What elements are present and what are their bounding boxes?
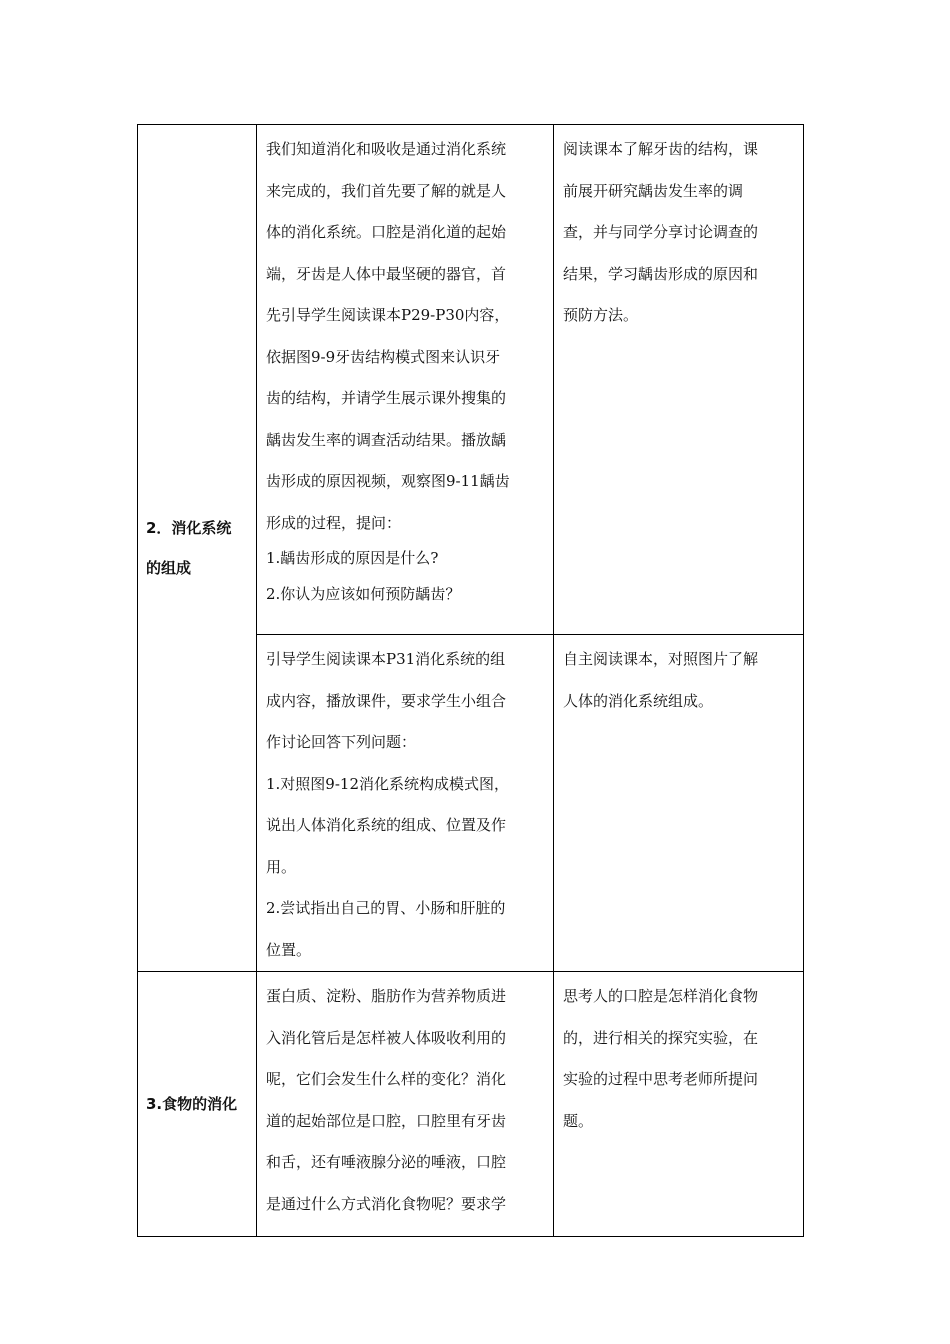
table-row bbox=[138, 972, 804, 1237]
text-line: 查，并与同学分享讨论调查的 bbox=[563, 223, 759, 241]
text-line: 用。 bbox=[266, 857, 297, 876]
teacher-activity-cell bbox=[257, 635, 554, 972]
stage-cell bbox=[138, 125, 257, 972]
text-line: 道的起始部位是口腔，口腔里有牙齿 bbox=[266, 1111, 507, 1130]
text-line: 的，进行相关的探究实验，在 bbox=[563, 1028, 759, 1047]
text-line: 实验的过程中思考老师所提问 bbox=[563, 1070, 759, 1088]
table-row bbox=[138, 125, 804, 635]
text-line: 成内容，播放课件，要求学生小组合 bbox=[266, 691, 507, 710]
text-line: 来完成的，我们首先要了解的就是人 bbox=[266, 181, 507, 200]
text-line: 自主阅读课本，对照图片了解 bbox=[563, 650, 759, 668]
question-line: 2.你认为应该如何预防龋齿？ bbox=[266, 585, 461, 603]
stage-cell bbox=[138, 972, 257, 1237]
text-line: 蛋白质、淀粉、脂肪作为营养物质进 bbox=[266, 987, 507, 1005]
teacher-activity-cell bbox=[257, 125, 554, 635]
text-line: 体的消化系统。口腔是消化道的起始 bbox=[266, 223, 507, 241]
text-line: 2.尝试指出自己的胃、小肠和肝脏的 bbox=[266, 899, 506, 917]
text-line: 说出人体消化系统的组成、位置及作 bbox=[266, 816, 507, 834]
text-line: 形成的过程，提问： bbox=[266, 513, 402, 532]
stage-title: 2．消化系统 的组成 bbox=[146, 519, 232, 577]
text-line: 齿形成的原因视频，观察图9-11龋齿 bbox=[266, 472, 510, 490]
stage-title: 3.食物的消化 bbox=[146, 1095, 238, 1113]
text-line: 呢，它们会发生什么样的变化？消化 bbox=[266, 1070, 507, 1088]
text-line: 前展开研究龋齿发生率的调 bbox=[563, 181, 744, 200]
question-line: 1.龋齿形成的原因是什么? bbox=[266, 549, 439, 567]
text-line: 入消化管后是怎样被人体吸收利用的 bbox=[266, 1028, 507, 1047]
text-line: 我们知道消化和吸收是通过消化系统 bbox=[266, 140, 507, 158]
text-line: 依据图9-9牙齿结构模式图来认识牙 bbox=[266, 347, 501, 366]
teacher-activity-cell bbox=[257, 972, 554, 1237]
text-line: 预防方法。 bbox=[563, 306, 639, 324]
text-line: 1.对照图9-12消化系统构成模式图， bbox=[266, 774, 510, 793]
student-activity-cell bbox=[554, 125, 804, 635]
text-line: 端，牙齿是人体中最坚硬的器官，首 bbox=[266, 264, 507, 283]
text-line: 是通过什么方式消化食物呢？要求学 bbox=[266, 1194, 507, 1213]
lesson-plan-table bbox=[137, 124, 804, 1237]
text-line: 和舌，还有唾液腺分泌的唾液，口腔 bbox=[266, 1153, 507, 1171]
text-line: 结果，学习龋齿形成的原因和 bbox=[563, 264, 759, 283]
text-line: 题。 bbox=[563, 1111, 594, 1130]
text-line: 作讨论回答下列问题： bbox=[266, 733, 417, 751]
text-line: 龋齿发生率的调查活动结果。播放龋 bbox=[266, 430, 507, 449]
text-line: 阅读课本了解牙齿的结构，课 bbox=[563, 140, 759, 158]
text-line: 齿的结构，并请学生展示课外搜集的 bbox=[266, 389, 507, 407]
text-line: 人体的消化系统组成。 bbox=[563, 691, 714, 710]
text-line: 位置。 bbox=[266, 940, 312, 959]
text-line: 思考人的口腔是怎样消化食物 bbox=[563, 987, 759, 1005]
student-activity-cell bbox=[554, 635, 804, 972]
student-activity-cell bbox=[554, 972, 804, 1237]
text-line: 先引导学生阅读课本P29-P30内容， bbox=[266, 306, 510, 324]
text-line: 引导学生阅读课本P31消化系统的组 bbox=[266, 650, 506, 668]
